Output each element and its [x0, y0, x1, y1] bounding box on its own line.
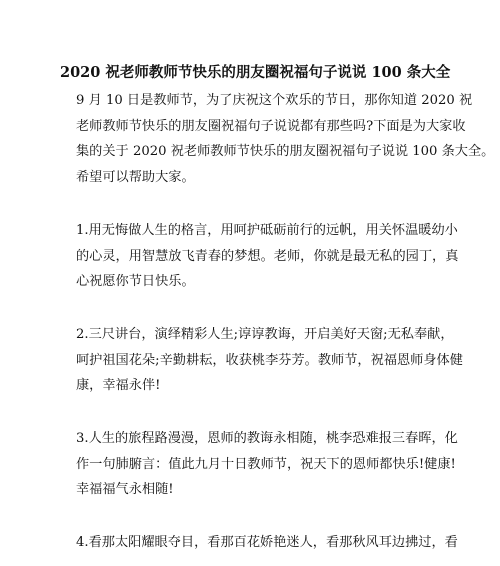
- blessing-line: 4.看那太阳耀眼夺目，看那百花娇艳迷人，看那秋风耳边拂过，看: [76, 535, 458, 550]
- blessing-item-4: [76, 530, 458, 556]
- document-title: 2020 祝老师教师节快乐的朋友圈祝福句子说说 100 条大全: [60, 64, 451, 81]
- blessing-line: 作一句肺腑言：值此九月十日教师节，祝天下的恩师都快乐!健康!: [76, 456, 456, 472]
- blessing-line: 2.三尺讲台，演绎精彩人生;谆谆教诲，开启美好天窗;无私奉献，: [76, 327, 454, 342]
- blessing-line: 幸福福气永相随!: [76, 482, 174, 497]
- blessing-item-2: [76, 322, 463, 399]
- blessing-line: 心祝愿你节日快乐。: [76, 274, 195, 289]
- intro-line: 希望可以帮助大家。: [76, 169, 195, 185]
- intro-line: 9 月 10 日是教师节，为了庆祝这个欢乐的节日，那你知道 2020 祝: [76, 93, 473, 108]
- blessing-line: 康，幸福永伴!: [76, 378, 161, 393]
- blessing-item-3: [76, 426, 458, 503]
- blessing-line: 呵护祖国花朵;辛勤耕耘，收获桃李芬芳。教师节，祝福恩师身体健: [76, 352, 463, 368]
- blessing-item-1: [76, 218, 459, 295]
- intro-line: 集的关于 2020 祝老师教师节快乐的朋友圈祝福句子说说 100 条大全。: [76, 144, 495, 159]
- intro-line: 老师教师节快乐的朋友圈祝福句子说说都有那些吗?下面是为大家收: [76, 118, 466, 134]
- blessing-line: 3.人生的旅程路漫漫，恩师的教诲永相随，桃李恐难报三春晖，化: [76, 431, 458, 446]
- intro-paragraph: [76, 88, 495, 190]
- blessing-line: 的心灵，用智慧放飞青春的梦想。老师，你就是最无私的园丁，真: [76, 248, 459, 264]
- blessing-line: 1.用无悔做人生的格言，用呵护砥砺前行的远帆，用关怀温暖幼小: [76, 223, 458, 238]
